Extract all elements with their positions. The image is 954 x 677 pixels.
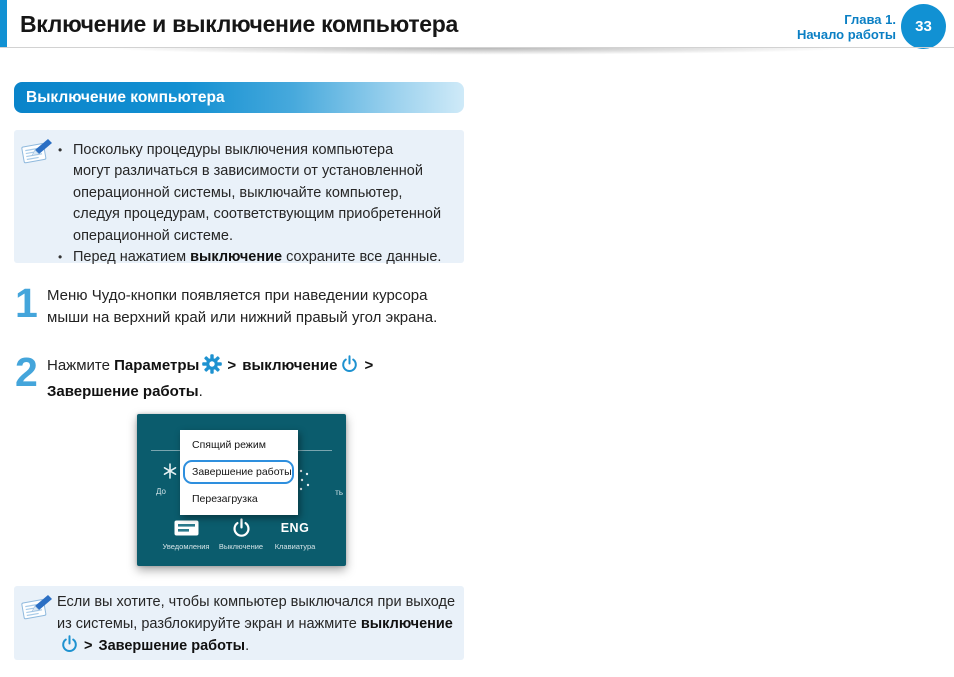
step-2-text: Нажмите Параметры > выключение > Завершение работы. <box>47 354 375 403</box>
charm-left-partial-label: До <box>156 487 166 496</box>
charm-right-partial-label: ть <box>335 488 343 497</box>
language-indicator: ENG <box>280 521 310 535</box>
power-icon <box>60 635 79 662</box>
chapter-number: Глава 1. <box>844 12 896 27</box>
step-1-text: Меню Чудо-кнопки появляется при наведении курсора мыши на верхний край или нижний правый угол экрана. <box>47 287 438 326</box>
section-title: Выключение компьютера <box>26 89 225 106</box>
tile-label-keyboard: Клавиатура <box>274 542 316 551</box>
gear-icon <box>202 354 222 381</box>
power-icon <box>340 355 359 381</box>
pencil-note-icon <box>21 136 55 166</box>
menu-item-sleep: Спящий режим <box>192 439 266 451</box>
tile-label-power: Выключение <box>218 542 264 551</box>
step-1-number: 1 <box>15 280 38 326</box>
note-box-bottom <box>14 586 464 660</box>
header-accent-bar <box>0 0 7 48</box>
note-bottom-text: Если вы хотите, чтобы компьютер выключался при выходе из системы, разблокируйте экран и нажмите выключение > Завершение работы. <box>57 592 455 662</box>
note-item-procedures: • Поскольку процедуры выключения компьютера могут различаться в зависимости от установленной операционной системы, выключайте компьютер, следуя процедурам, соответствующим приобретенной операционной системе. <box>57 140 464 247</box>
page-number-badge: 33 <box>901 4 946 49</box>
chapter-name: Начало работы <box>797 27 896 42</box>
section-header <box>14 82 464 113</box>
step-2-number: 2 <box>15 349 38 395</box>
note-item-save-data: • Перед нажатием выключение сохраните все данные. <box>57 247 464 268</box>
pencil-note-icon <box>21 592 55 622</box>
page-title: Включение и выключение компьютера <box>20 11 459 37</box>
settings-charm-screenshot <box>137 414 346 566</box>
note-box-top <box>14 130 464 266</box>
header-divider <box>0 47 954 57</box>
charm-tile-keyboard <box>263 517 327 551</box>
brightness-partial-icon <box>162 463 178 484</box>
chapter-info <box>797 12 896 42</box>
power-menu-popup <box>180 430 298 515</box>
note-list <box>14 130 464 268</box>
menu-item-shutdown: Завершение работы <box>192 466 292 478</box>
tile-label-notifications: Уведомления <box>162 542 210 551</box>
partial-icon-dots <box>298 468 312 497</box>
menu-item-restart: Перезагрузка <box>192 493 258 505</box>
